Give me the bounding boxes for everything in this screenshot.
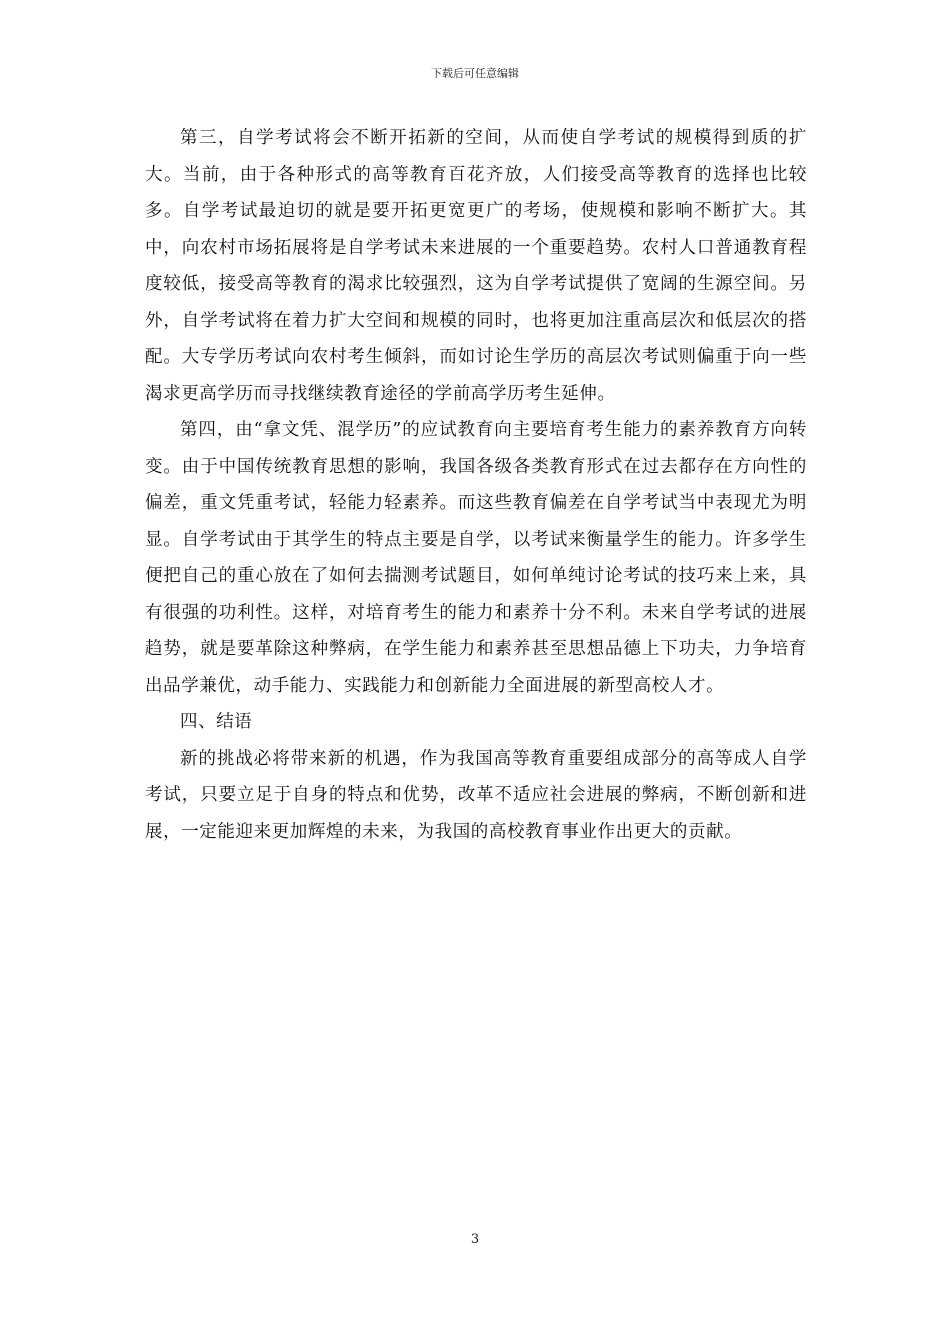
page-header: 下载后可任意编辑	[431, 67, 519, 80]
paragraph-fourth-point: 第四，由“拿文凭、混学历”的应试教育向主要培育考生能力的素养教育方向转变。由于中国传统教育思想的影响，我国各级各类教育形式在过去都存在方向性的偏差，重文凭重考试，轻能力轻素养。而这些教育偏差在自学考试当中表现尤为明显。自学考试由于其学生的特点主要是自学，以考试来衡量学生的能力。许多学生便把自己的重心放在了如何去揣测考试题目，如何单纯讨论考试的技巧来上来，具有很强的功利性。这样，对培育考生的能力和素养十分不利。未来自学考试的进展趋势，就是要革除这种弊病，在学生能力和素养甚至思想品德上下功夫，力争培育出品学兼优，动手能力、实践能力和创新能力全面进展的新型高校人才。	[145, 420, 807, 696]
paragraph-conclusion: 新的挑战必将带来新的机遇，作为我国高等教育重要组成部分的高等成人自学考试，只要立足于自身的特点和优势，改革不适应社会进展的弊病，不断创新和进展，一定能迎来更加辉煌的未来，为我国的高校教育事业作出更大的贡献。	[145, 748, 807, 842]
document-body	[145, 120, 807, 850]
page-number: 3	[470, 1232, 480, 1247]
paragraph-third-point: 第三，自学考试将会不断开拓新的空间，从而使自学考试的规模得到质的扩大。当前，由于各种形式的高等教育百花齐放，人们接受高等教育的选择也比较多。自学考试最迫切的就是要开拓更宽更广的考场，使规模和影响不断扩大。其中，向农村市场拓展将是自学考试未来进展的一个重要趋势。农村人口普通教育程度较低，接受高等教育的渴求比较强烈，这为自学考试提供了宽阔的生源空间。另外，自学考试将在着力扩大空间和规模的同时，也将更加注重高层次和低层次的搭配。大专学历考试向农村考生倾斜，而如讨论生学历的高层次考试则偏重于向一些渴求更高学历而寻找继续教育途径的学前高学历考生延伸。	[145, 128, 807, 404]
section-heading-conclusion: 四、结语	[180, 712, 253, 732]
